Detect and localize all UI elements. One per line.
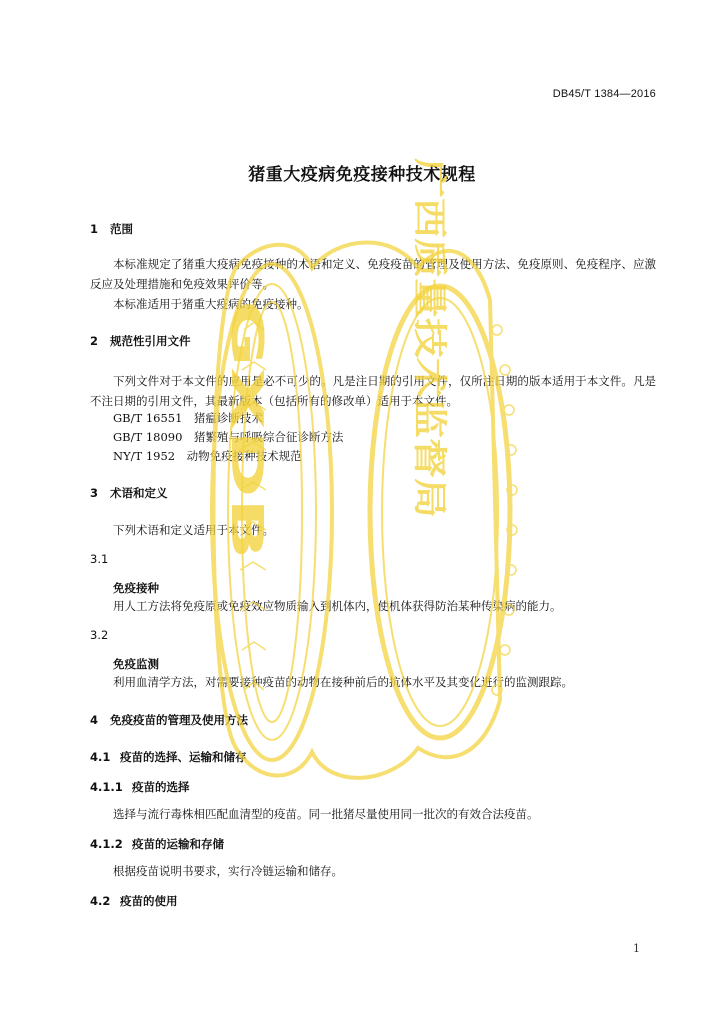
section-number: 2 [90, 334, 99, 348]
term-number: 3.1 [90, 552, 109, 566]
section-title: 免疫疫苗的管理及使用方法 [110, 713, 248, 727]
term-definition: 用人工方法将免疫原或免疫效应物质输入到机体内，使机体获得防治某种传染病的能力。 [113, 599, 562, 613]
section-title: 疫苗的选择 [132, 780, 190, 794]
section-number: 4.1 [90, 750, 111, 764]
section-4-1-heading [90, 749, 247, 765]
section-title: 范围 [110, 222, 133, 236]
section-title: 疫苗的使用 [120, 894, 178, 908]
term-definition: 利用血清学方法，对需要接种疫苗的动物在接种前后的抗体水平及其变化进行的监测跟踪。 [113, 675, 573, 689]
watermark-side-text: GXDB [221, 300, 272, 441]
standard-code: DB45/T 1384—2016 [552, 88, 656, 100]
section-title: 疫苗的选择、运输和储存 [120, 750, 247, 764]
section-4-1-2-paragraph: 根据疫苗说明书要求，实行冷链运输和储存。 [113, 864, 343, 878]
document-title: 猪重大疫病免疫接种技术规程 [248, 165, 476, 185]
section-number: 4 [90, 713, 99, 727]
section-4-1-1-paragraph: 选择与流行毒株相匹配血清型的疫苗。同一批猪尽量使用同一批次的有效合法疫苗。 [113, 807, 539, 821]
section-4-2-heading [90, 893, 178, 909]
section-1-paragraph-1: 本标准规定了猪重大疫病免疫接种的术语和定义、免疫疫苗的管理及使用方法、免疫原则、免疫程序、应激反应及处理措施和免疫效果评价等。 [90, 257, 656, 291]
section-4-1-1-heading [90, 779, 190, 795]
section-1-paragraph-2: 本标准适用于猪重大疫病的免疫接种。 [113, 297, 309, 311]
term-name: 免疫监测 [113, 657, 159, 671]
page-number: 1 [633, 942, 640, 955]
section-3-paragraph-1: 下列术语和定义适用于本文件。 [113, 523, 274, 537]
section-title: 术语和定义 [110, 486, 168, 500]
section-number: 4.2 [90, 894, 111, 908]
section-4-1-2-heading [90, 836, 224, 852]
section-2-heading [90, 333, 191, 349]
section-title: 规范性引用文件 [110, 334, 191, 348]
term-number: 3.2 [90, 628, 109, 642]
section-number: 4.1.1 [90, 780, 123, 794]
section-2-paragraph-1: 下列文件对于本文件的应用是必不可少的。凡是注日期的引用文件，仅所注日期的版本适用于本文件。凡是不注日期的引用文件，其最新版本（包括所有的修改单）适用于本文件。 [90, 374, 656, 408]
watermark-main-text: 广西质量技术监督局 [409, 158, 449, 464]
section-number: 1 [90, 222, 99, 236]
section-number: 4.1.2 [90, 837, 123, 851]
term-name: 免疫接种 [113, 581, 159, 595]
section-title: 疫苗的运输和存储 [132, 837, 224, 851]
reference-item: NY/T 1952 动物免疫接种技术规范 [113, 449, 302, 463]
section-3-heading [90, 485, 168, 501]
reference-item: GB/T 18090 猪繁殖与呼吸综合征诊断方法 [113, 430, 344, 444]
section-4-heading [90, 712, 248, 728]
section-number: 3 [90, 486, 99, 500]
reference-item: GB/T 16551 猪瘟诊断技术 [113, 411, 263, 425]
section-1-heading [90, 221, 133, 237]
